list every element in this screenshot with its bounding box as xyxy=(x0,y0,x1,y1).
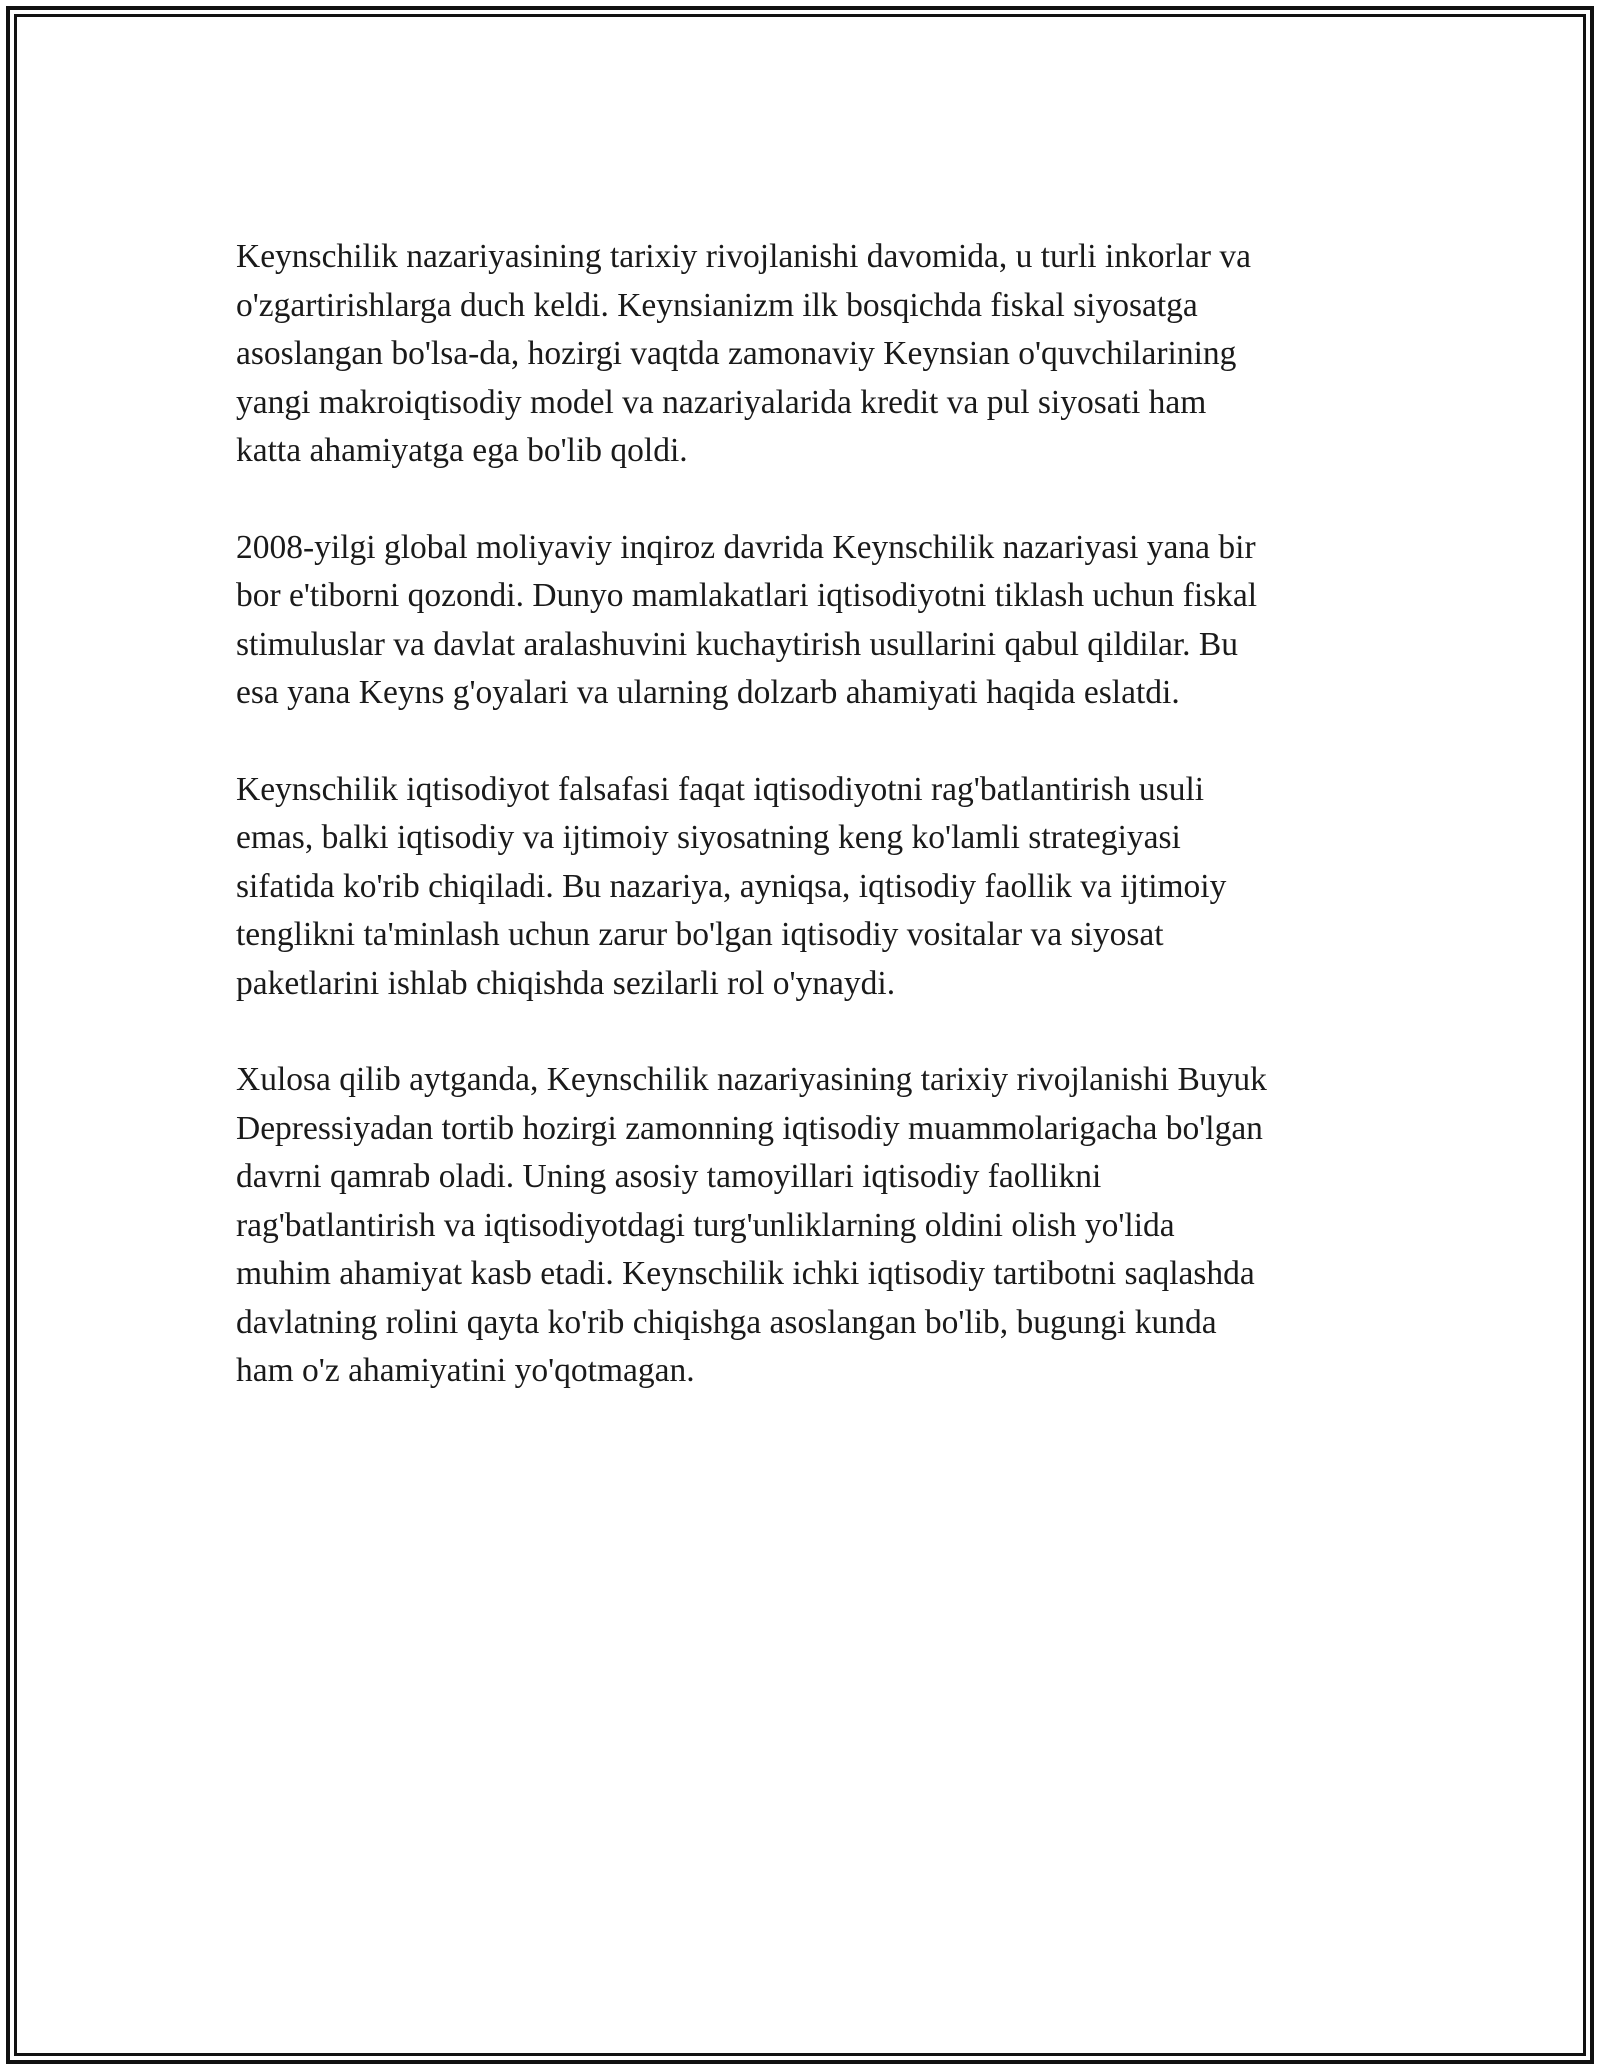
paragraph-1: Keynschilik nazariyasining tarixiy rivojlanishi davomida, u turli inkorlar va o'zgartirishlarga duch keldi. Keynsianizm ilk bosqichda fiskal siyosatga asoslangan bo'lsa-da, hozirgi vaqtda zamonaviy Keynsian o'quvchilarining yangi makroiqtisodiy model va nazariyalarida kredit va pul siyosati ham katta ahamiyatga ega bo'lib qoldi. xyxy=(236,238,1251,469)
paragraph-3: Keynschilik iqtisodiyot falsafasi faqat iqtisodiyotni rag'batlantirish usuli emas, balki iqtisodiy va ijtimoiy siyosatning keng ko'lamli strategiyasi sifatida ko'rib chiqiladi. Bu nazariya, ayniqsa, iqtisodiy faollik va ijtimoiy tenglikni ta'minlash uchun zarur bo'lgan iqtisodiy vositalar va siyosat paketlarini ishlab chiqishda sezilarli rol o'ynaydi. xyxy=(236,770,1227,1002)
paragraph-4: Xulosa qilib aytganda, Keynschilik nazariyasining tarixiy rivojlanishi Buyuk Depressiyadan tortib hozirgi zamonning iqtisodiy muammolarigacha bo'lgan davrni qamrab oladi. Uning asosiy tamoyillari iqtisodiy faollikni rag'batlantirish va iqtisodiyotdagi turg'unliklarning oldini olish yo'lida muhim ahamiyat kasb etadi. Keynschilik ichki iqtisodiy tartibotni saqlashda davlatning rolini qayta ko'rib chiqishga asoslangan bo'lib, bugungi kunda ham o'z ahamiyatini yo'qotmagan. xyxy=(236,1061,1267,1389)
document-body xyxy=(236,233,1366,1396)
paragraph-2: 2008-yilgi global moliyaviy inqiroz davrida Keynschilik nazariyasi yana bir bor e'tiborni qozondi. Dunyo mamlakatlari iqtisodiyotni tiklash uchun fiskal stimuluslar va davlat aralashuvini kuchaytirish usullarini qabul qildilar. Bu esa yana Keyns g'oyalari va ularning dolzarb ahamiyati haqida eslatdi. xyxy=(236,528,1258,711)
